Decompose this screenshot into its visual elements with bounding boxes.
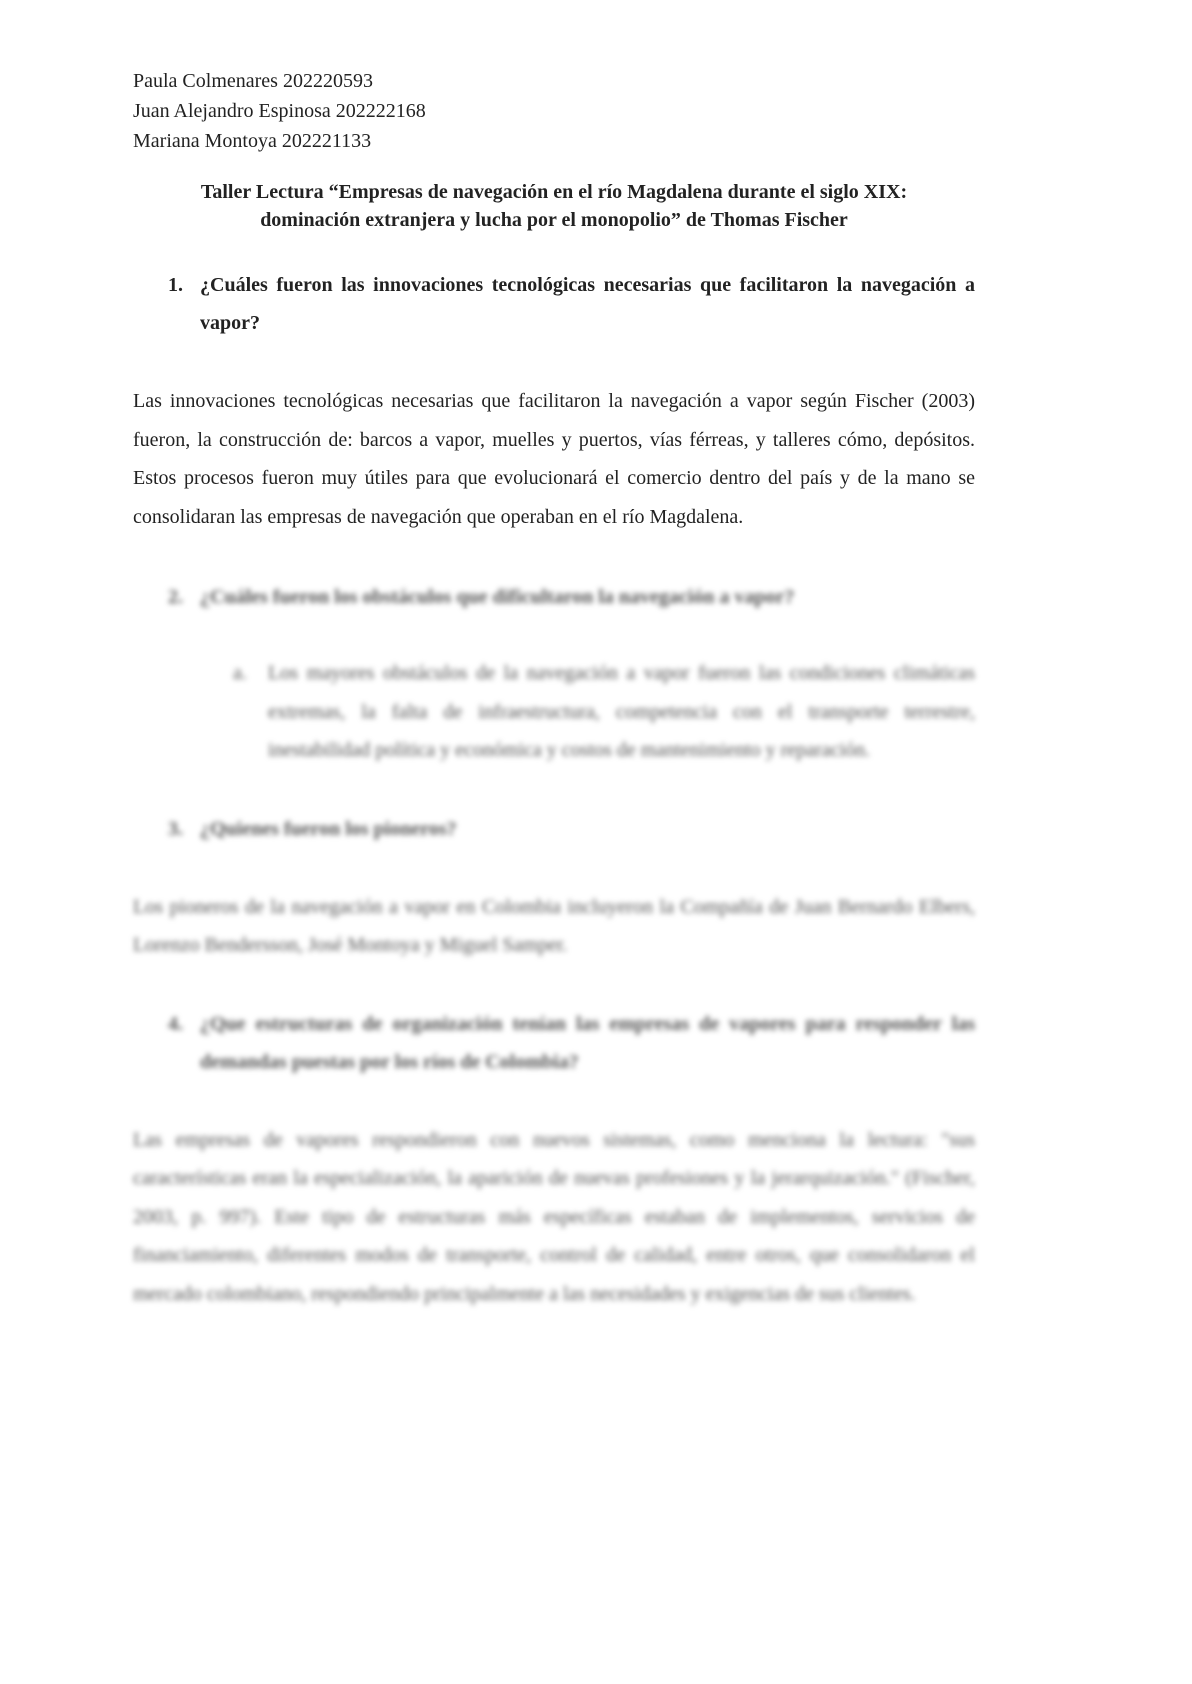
question-text: ¿Cuáles fueron las innovaciones tecnológicas necesarias que facilitaron la navegación a vapor? (200, 274, 975, 334)
question-number: 4. (168, 1012, 183, 1035)
question-1 (133, 266, 975, 342)
document-page (133, 66, 975, 1313)
question-number: 2. (168, 586, 183, 608)
question-4 (133, 1005, 975, 1081)
title-line: dominación extranjera y lucha por el monopolio” de Thomas Fischer (260, 209, 848, 231)
question-2 (133, 578, 975, 616)
document-title (133, 178, 975, 234)
question-number: 3. (168, 817, 183, 840)
list-marker: a. (233, 662, 247, 684)
answer-4: Las empresas de vapores respondieron con nuevos sistemas, como menciona la lectura: "sus características eran la especialización, la aparición de nuevas profesiones y la jerarquización." (Fischer, 2003, p. 997). Este tipo de estructuras más específicas estaban de implementos, servicios de financiamiento, diferentes modos de transporte, control de calidad, entre otros, que consolidaron el mercado colombiano, respondiendo principalmente a las necesidades y exigencias de sus clientes. (133, 1128, 975, 1305)
question-text: ¿Que estructuras de organización tenían las empresas de vapores para responder las demandas puestas por los ríos de Colombia? (200, 1012, 975, 1073)
answer-2 (133, 654, 975, 770)
author: Paula Colmenares 202220593 (133, 70, 373, 92)
answer-1: Las innovaciones tecnológicas necesarias que facilitaron la navegación a vapor según Fischer (2003) fueron, la construcción de: barcos a vapor, muelles y puertos, vías férreas, y talleres cómo, depósitos. Estos procesos fueron muy útiles para que evolucionará el comercio dentro del país y de la mano se consolidaran las empresas de navegación que operaban en el río Magdalena. (133, 390, 975, 528)
question-text: ¿Quienes fueron los pioneros? (200, 817, 457, 840)
question-number: 1. (168, 274, 183, 296)
author: Juan Alejandro Espinosa 202222168 (133, 100, 426, 122)
author-list (133, 66, 975, 156)
author: Mariana Montoya 202221133 (133, 130, 372, 152)
question-text: ¿Cuáles fueron los obstáculos que dificultaron la navegación a vapor? (200, 586, 795, 608)
answer-3: Los pioneros de la navegación a vapor en Colombia incluyeron la Compañía de Juan Bernardo Elbers, Lorenzo Bendersson, José Montoya y Miguel Samper. (133, 895, 975, 956)
question-3 (133, 810, 975, 848)
answer-text: Los mayores obstáculos de la navegación a vapor fueron las condiciones climáticas extremas, la falta de infraestructura, competencia con el transporte terrestre, inestabilidad política y económica y costos de mantenimiento y reparación. (268, 662, 975, 761)
title-line: Taller Lectura “Empresas de navegación en el río Magdalena durante el siglo XIX: (200, 181, 908, 203)
